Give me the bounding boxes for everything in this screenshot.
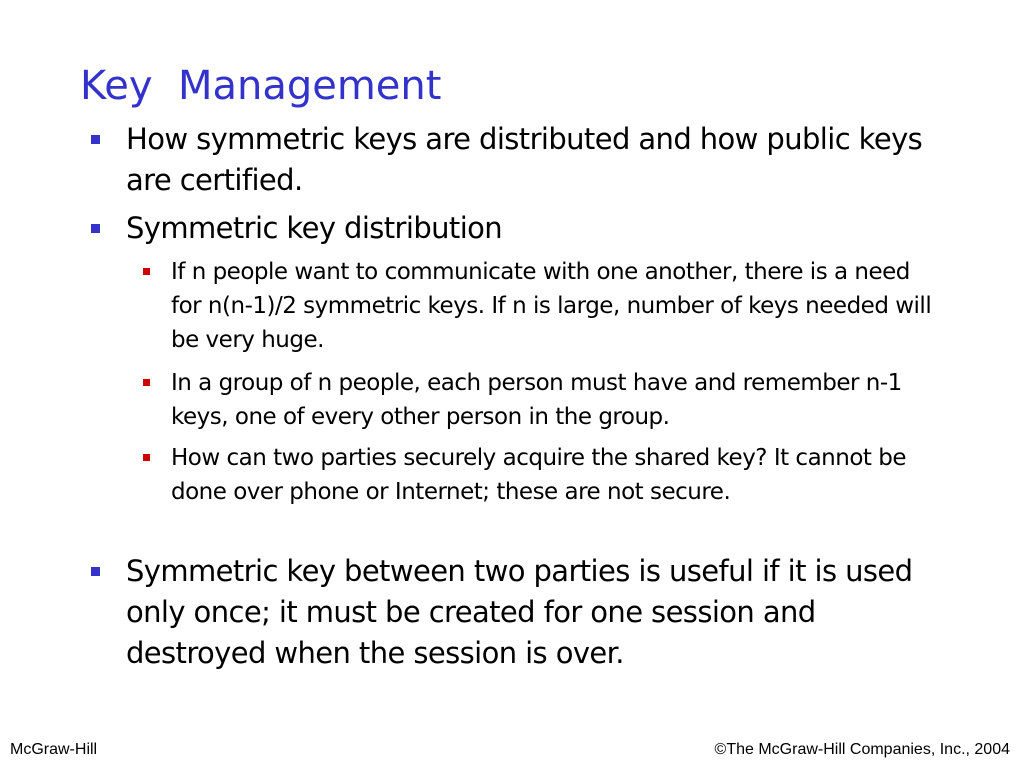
square-bullet-icon — [143, 379, 150, 386]
sub-bullet-item — [171, 441, 941, 509]
bullet-text: Symmetric key distribution — [126, 211, 503, 245]
bullet-text: Symmetric key between two parties is useful if it is used only once; it must be created for one session and destroyed when the session is over. — [126, 554, 913, 670]
sub-bullet-text: How can two parties securely acquire the shared key? It cannot be done over phone or Internet; these are not secure. — [171, 445, 906, 505]
bullet-text: How symmetric keys are distributed and how public keys are certified. — [126, 122, 923, 197]
footer-copyright: ©The McGraw-Hill Companies, Inc., 2004 — [714, 741, 1010, 758]
square-bullet-icon — [91, 224, 100, 233]
slide-title: Key Management — [80, 63, 442, 109]
bullet-item — [126, 208, 926, 249]
square-bullet-icon — [91, 567, 100, 576]
square-bullet-icon — [143, 268, 150, 275]
square-bullet-icon — [91, 135, 100, 144]
bullet-item — [126, 119, 926, 201]
sub-bullet-item — [171, 366, 941, 434]
bullet-item — [126, 551, 926, 674]
sub-bullet-text: If n people want to communicate with one another, there is a need for n(n-1)/2 symmetric keys. If n is large, number of keys needed will be very huge. — [171, 259, 932, 353]
sub-bullet-item — [171, 255, 941, 357]
sub-bullet-text: In a group of n people, each person must have and remember n-1 keys, one of every other person in the group. — [171, 370, 902, 430]
footer-publisher: McGraw-Hill — [10, 741, 98, 758]
square-bullet-icon — [143, 454, 150, 461]
